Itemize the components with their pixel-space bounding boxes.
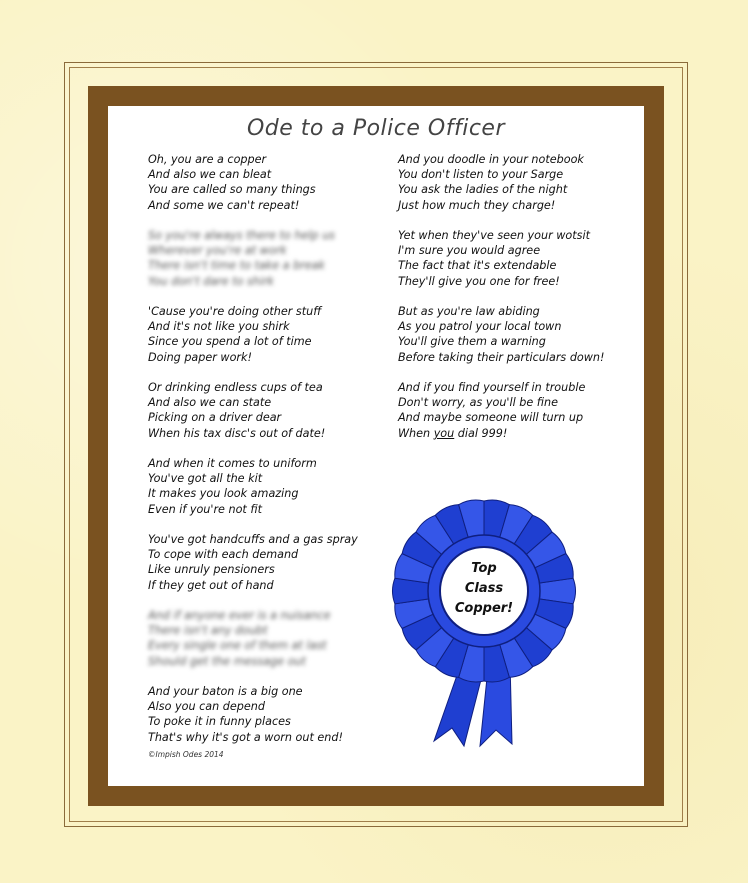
poem-line: It makes you look amazing <box>148 487 299 501</box>
poem-line: To cope with each demand <box>148 548 299 562</box>
poem-line: Wherever you're at work <box>148 244 287 258</box>
poem-line: You don't listen to your Sarge <box>398 168 564 182</box>
poem-line: The fact that it's extendable <box>398 259 557 273</box>
poem-line: But as you're law abiding <box>398 305 540 318</box>
poem-line: You don't dare to shirk <box>148 274 275 288</box>
rosette-icon <box>384 496 584 756</box>
poem-line: Yet when they've seen your wotsit <box>398 229 590 242</box>
final-line-before: When <box>398 426 434 440</box>
poem-paper <box>108 106 644 786</box>
left-column <box>148 152 378 760</box>
right-column-stanza <box>398 152 638 213</box>
poem-line: And also we can state <box>148 396 272 410</box>
poem-line: Since you spend a lot of time <box>148 335 312 349</box>
poem-line: Even if you're not fit <box>148 502 262 516</box>
poem-line: Picking on a driver dear <box>148 411 282 425</box>
poem-line: If they get out of hand <box>148 578 274 592</box>
poem-line: And if anyone ever is a nuisance <box>148 609 331 622</box>
poem-line: Before taking their particulars down! <box>398 350 605 364</box>
poem-line: They'll give you one for free! <box>398 274 560 288</box>
poem-line: And your baton is a big one <box>148 685 303 698</box>
poem-line: Or drinking endless cups of tea <box>148 381 323 394</box>
left-column-stanza <box>148 380 378 441</box>
poem-line: Just how much they charge! <box>398 198 556 212</box>
poem-line: So you're always there to help us <box>148 229 335 242</box>
final-line-after: dial 999! <box>454 426 508 440</box>
poem-line: And also we can bleat <box>148 168 272 182</box>
rosette-text-class: Class <box>464 581 504 596</box>
left-column-stanza <box>148 152 378 213</box>
left-column-stanza <box>148 684 378 745</box>
left-column-stanza <box>148 608 378 669</box>
right-column-stanza <box>398 380 638 426</box>
poem-line: As you patrol your local town <box>398 320 562 334</box>
poem-line: Oh, you are a copper <box>148 153 267 166</box>
poem-line: Every single one of them at last <box>148 639 327 653</box>
rosette-text-top: Top <box>471 561 497 576</box>
poem-line: You'll give them a warning <box>398 335 546 349</box>
poem-line: You are called so many things <box>148 183 316 197</box>
poem-line: There isn't time to take a break <box>148 259 326 273</box>
left-column-stanza <box>148 456 378 517</box>
poem-line: You ask the ladies of the night <box>398 183 568 197</box>
final-line <box>398 426 638 441</box>
poem-line: When his tax disc's out of date! <box>148 426 326 440</box>
poem-line: 'Cause you're doing other stuff <box>148 305 322 318</box>
rosette-text-copper: Copper! <box>454 601 514 616</box>
left-column-stanza <box>148 304 378 365</box>
poem-line: You've got all the kit <box>148 472 263 486</box>
right-column-stanza <box>398 304 638 365</box>
poem-line: I'm sure you would agree <box>398 244 541 258</box>
left-column-stanza <box>148 228 378 289</box>
left-column-stanza <box>148 532 378 593</box>
poem-line: Should get the message out <box>148 654 306 668</box>
poem-line: And when it comes to uniform <box>148 457 317 470</box>
poem-line: Also you can depend <box>148 700 265 714</box>
copyright: ©Impish Odes 2014 <box>148 750 224 759</box>
right-column <box>398 152 638 441</box>
poem-line: And if you find yourself in trouble <box>398 381 586 394</box>
poem-line: And maybe someone will turn up <box>398 411 584 425</box>
poem-line: To poke it in funny places <box>148 715 291 729</box>
right-column-stanza <box>398 228 638 289</box>
poem-line: You've got handcuffs and a gas spray <box>148 533 358 546</box>
poem-line: That's why it's got a worn out end! <box>148 730 343 744</box>
poem-line: And it's not like you shirk <box>148 320 290 334</box>
poem-line: Like unruly pensioners <box>148 563 275 577</box>
poem-line: Doing paper work! <box>148 350 252 364</box>
poem-line: There isn't any doubt <box>148 624 268 638</box>
poem-line: Don't worry, as you'll be fine <box>398 396 559 410</box>
poem-line: And some we can't repeat! <box>148 198 300 212</box>
poem-line: And you doodle in your notebook <box>398 153 584 166</box>
poem-title: Ode to a Police Officer <box>246 116 506 141</box>
final-line-underlined: you <box>433 426 455 440</box>
